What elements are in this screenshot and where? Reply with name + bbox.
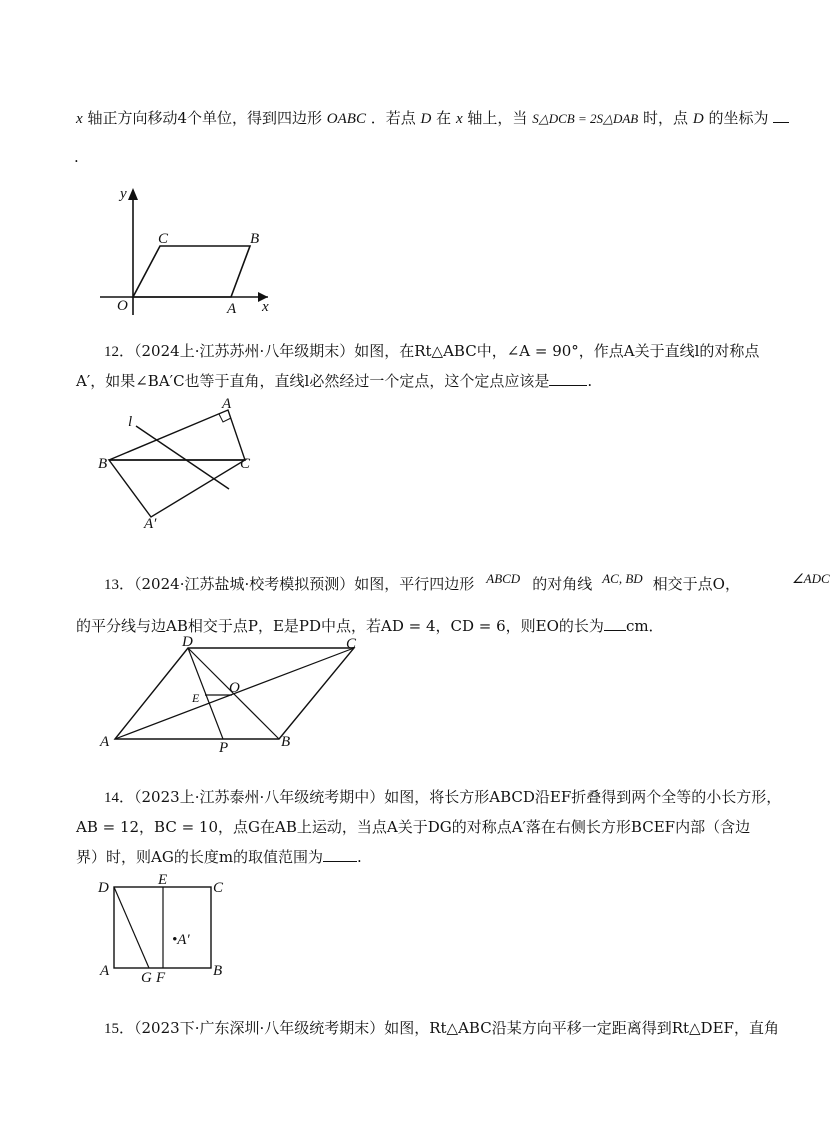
q13-diagonals: AC, BD [602,571,643,586]
label-c: C [346,636,357,652]
q11-point-d: D [692,111,704,127]
label-l: l [128,414,133,430]
q13-figure [92,634,372,756]
q11-line2: . [74,148,79,166]
label-a: A [100,734,110,750]
parallelogram-oabc [133,246,250,297]
q15-text: 如图，Rt△ABC沿某方向平移一定距离得到Rt△DEF，直角 [384,1019,779,1037]
question-source: （2023下·广东深圳·八年级统考期末） [134,1019,385,1037]
q12-text: A′，如果∠BA′C也等于直角，直线l必然经过一个定点，这个定点应该是 [76,372,550,390]
q12-line1 [104,340,759,361]
q13-shape-name: ABCD [486,571,521,586]
q11-var-x: x [76,111,83,127]
triangle-ba2c [109,460,245,517]
answer-blank [323,848,357,862]
label-o: O [117,298,128,314]
q11-figure [90,180,290,320]
q11-point-d: D [420,111,432,127]
question-number: 15． [104,1021,135,1037]
segment-dg [114,887,149,968]
q11-text: 在 [436,109,452,127]
q12-text: . [587,372,593,390]
q14-text: 如图，将长方形ABCD沿EF折叠得到两个全等的小长方形， [384,788,782,806]
q12-figure [92,396,262,531]
q11-text: 轴正方向移动4个单位，得到四边形 [87,109,322,127]
label-f: F [156,970,166,986]
label-a: A [100,963,110,979]
question-source: （2024·江苏盐城·校考模拟预测） [134,575,355,593]
q13-text: cm． [625,617,664,635]
q11-line1 [76,107,789,128]
q13-text: 的平分线与边AB相交于点P，E是PD中点，若AD = 4，CD = 6，则EO的长为 [76,617,604,635]
q11-var-x: x [455,111,463,127]
answer-blank [549,372,587,386]
q11-area-formula: S△DCB = 2S△DAB [532,111,639,126]
label-p: P [219,740,229,756]
label-e: E [158,872,168,888]
label-d: D [182,634,193,650]
label-a-prime: A′ [144,516,157,532]
label-b: B [281,734,291,750]
q13-line2 [76,615,664,636]
question-source: （2023上·江苏泰州·八年级统考期中） [134,788,385,806]
q11-text: 轴上，当 [467,109,528,127]
q14-line1 [104,786,781,807]
y-axis-arrow [128,188,138,200]
q13-text: 如图，平行四边形 [354,575,475,593]
label-b: B [213,963,223,979]
label-g: G [141,970,152,986]
question-number: 12． [104,344,135,360]
question-number: 14． [104,790,135,806]
q14-text: 界）时，则AG的长度m的取值范围为 [76,848,324,866]
label-e: E [192,691,200,705]
q13-text: 的对角线 [532,575,593,593]
label-a: A [222,396,232,412]
label-c: C [213,880,224,896]
label-b: B [98,456,108,472]
answer-blank [604,617,626,631]
question-number: 13． [104,577,135,593]
q14-line2 [76,816,750,837]
label-b: B [250,231,260,247]
q14-line3 [76,846,362,867]
line-l [136,426,229,489]
q14-figure [92,872,242,987]
label-o: O [229,680,240,696]
q11-text: 时，点 [643,109,689,127]
q14-text: AB = 12，BC = 10，点G在AB上运动，当点A关于DG的对称点A′落在右侧长方形BCEF内部（含边 [76,818,751,836]
q13-angle: ∠ADC [791,571,830,586]
label-a-prime: •A′ [172,932,190,948]
answer-blank [773,109,789,123]
q13-text: 相交于点O， [652,575,740,593]
label-y: y [120,186,127,202]
q12-text: 如图，在Rt△ABC中，∠A = 90°，作点A关于直线l的对称点 [354,342,760,360]
question-source: （2024上·江苏苏州·八年级期末） [134,342,355,360]
label-d: D [98,880,109,896]
q11-shape-name: OABC [326,111,366,127]
q11-text: ．若点 [370,109,416,127]
label-c: C [158,231,169,247]
label-c: C [240,456,251,472]
q14-text: . [357,848,362,866]
label-x: x [262,299,269,315]
q15-line1 [104,1017,779,1038]
q12-line2 [76,370,592,391]
q11-text: 的坐标为 [708,109,769,127]
label-a: A [227,301,237,317]
q13-line1 [104,573,830,594]
